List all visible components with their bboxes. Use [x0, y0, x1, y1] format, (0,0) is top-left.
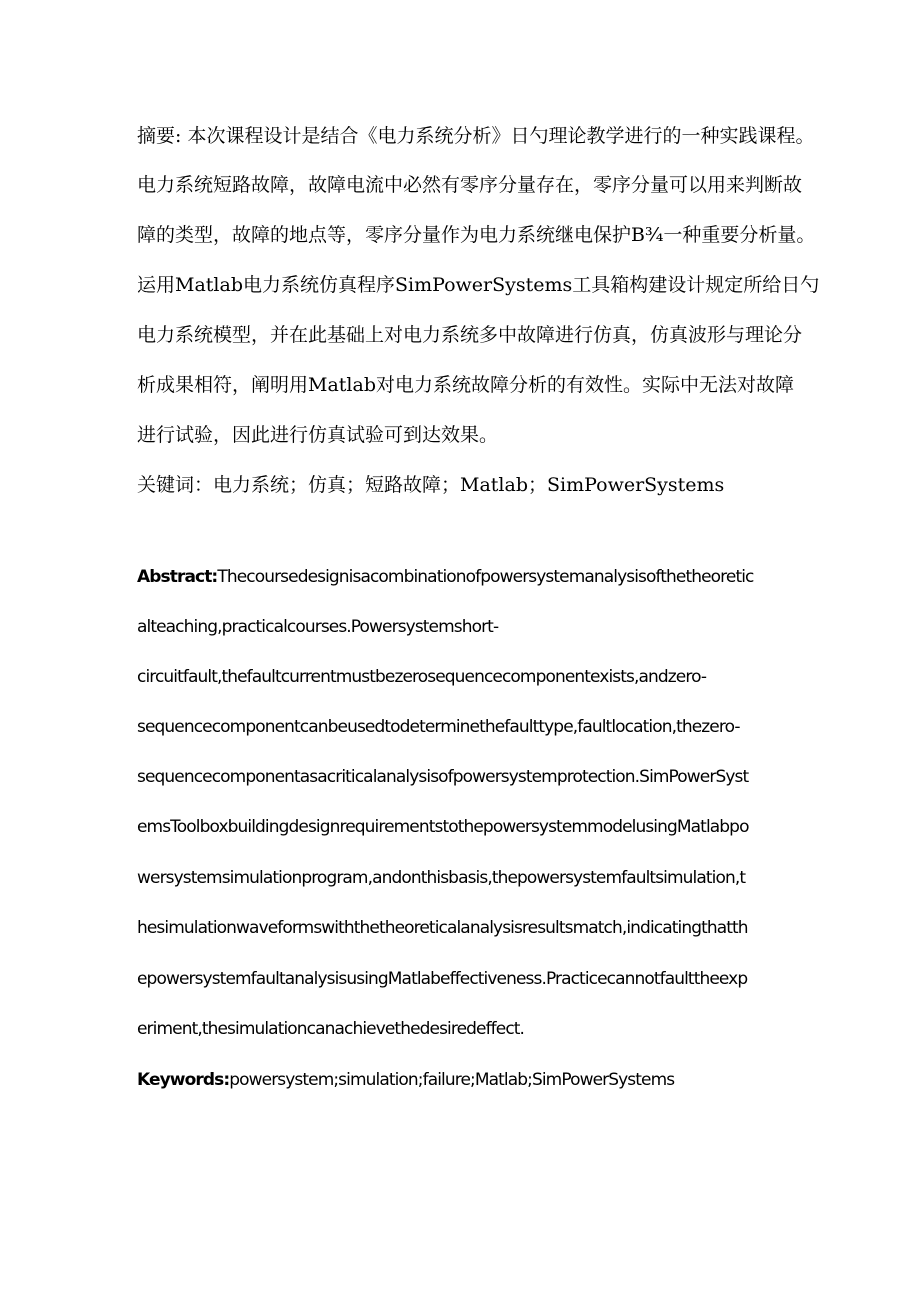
- english-abstract-line-2: alteaching,practicalcourses.Powersystemshort-: [137, 617, 499, 637]
- chinese-abstract-line-1: [137, 123, 815, 149]
- english-abstract-line-10: eriment,thesimulationcanachievethedesiredeffect.: [137, 1019, 525, 1039]
- english-abstract-line-8: hesimulationwaveformswiththetheoreticalanalysisresultsmatch,indicatingthatth: [137, 918, 748, 938]
- english-abstract-line-9: epowersystemfaultanalysisusingMatlabeffectiveness.Practicecannotfaulttheexp: [137, 969, 748, 989]
- english-abstract-line-6: emsToolboxbuildingdesignrequirementstothepowersystemmodelusingMatlabpo: [137, 817, 749, 837]
- english-abstract-line-7: wersystemsimulationprogram,andonthisbasis,thepowersystemfaultsimulation,t: [137, 868, 746, 888]
- english-keywords-label: Keywords:: [137, 1070, 230, 1090]
- english-keywords-text: powersystem;simulation;failure;Matlab;SimPowerSystems: [229, 1070, 675, 1090]
- english-abstract-line-1: [137, 565, 797, 589]
- chinese-abstract-line-3: 障的类型，故障的地点等，零序分量作为电力系统继电保护B¾一种重要分析量。: [137, 224, 816, 246]
- english-abstract-line-5: sequencecomponentasacriticalanalysisofpowersystemprotection.SimPowerSyst: [137, 767, 749, 787]
- english-keywords: [137, 1068, 797, 1092]
- chinese-abstract-line-6: 析成果相符，阐明用Matlab对电力系统故障分析的有效性。实际中无法对故障: [137, 374, 794, 396]
- chinese-keywords-text: 电力系统；仿真；短路故障；Matlab；SimPowerSystems: [213, 474, 725, 496]
- chinese-abstract-line-5: 电力系统模型，并在此基础上对电力系统多中故障进行仿真，仿真波形与理论分: [137, 324, 803, 346]
- chinese-abstract-line-7: 进行试验，因此进行仿真试验可到达效果。: [137, 424, 499, 446]
- chinese-abstract-line-2: 电力系统短路故障，故障电流中必然有零序分量存在，零序分量可以用来判断故: [137, 174, 803, 196]
- english-abstract-label: Abstract:: [137, 567, 218, 587]
- english-abstract-line-4: sequencecomponentcanbeusedtodeterminethefaulttype,faultlocation,thezero-: [137, 717, 740, 737]
- english-abstract-text: Thecoursedesignisacombinationofpowersystemanalysisofthetheoretic: [217, 567, 754, 587]
- english-abstract-line-3: circuitfault,thefaultcurrentmustbezerosequencecomponentexists,andzero-: [137, 667, 707, 687]
- chinese-abstract-label: 摘要:: [137, 125, 182, 147]
- chinese-abstract-line-4: 运用Matlab电力系统仿真程序SimPowerSystems工具箱构建设计规定所给日勺: [137, 274, 820, 296]
- chinese-abstract-text: 本次课程设计是结合《电力系统分析》日勺理论教学进行的一种实践课程。: [187, 125, 815, 147]
- chinese-keywords: [137, 472, 797, 498]
- chinese-keywords-label: 关键词：: [137, 474, 214, 496]
